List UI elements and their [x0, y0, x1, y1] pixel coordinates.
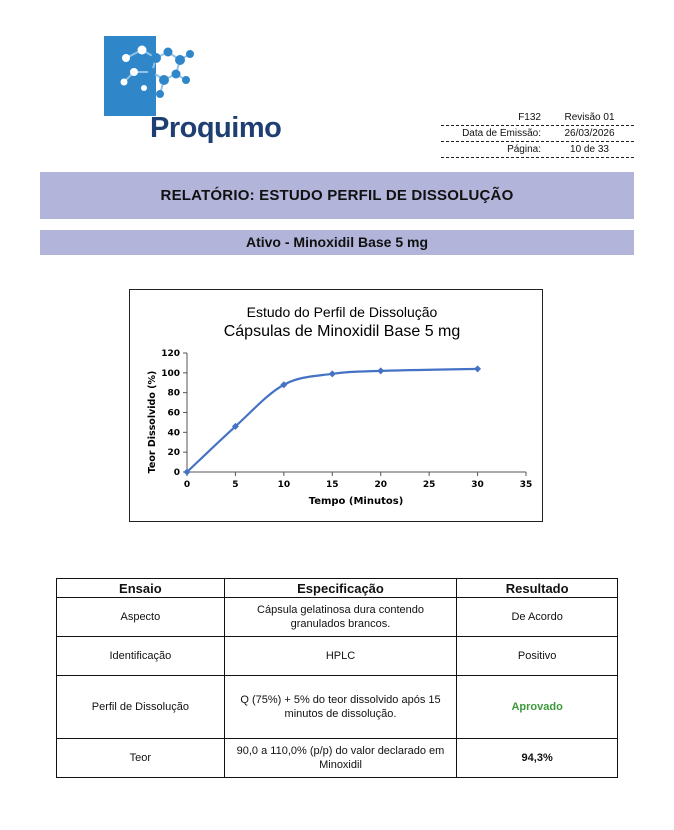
x-tick-label: 5 — [232, 480, 239, 490]
table-header-row — [57, 579, 618, 598]
table-row — [57, 739, 618, 778]
cell-result: 94,3% — [457, 739, 618, 778]
document-info — [441, 110, 634, 158]
doc-info-row-emission — [441, 126, 634, 142]
page-label: Página: — [507, 144, 541, 155]
cell-ensaio: Teor — [57, 739, 225, 778]
chart-xlabel: Tempo (Minutos) — [308, 496, 404, 507]
x-tick-label: 10 — [277, 480, 291, 490]
emission-label: Data de Emissão: — [462, 128, 541, 139]
cell-result: De Acordo — [457, 598, 618, 637]
series-line — [187, 369, 478, 472]
emission-date: 26/03/2026 — [564, 128, 615, 139]
cell-result: Positivo — [457, 637, 618, 676]
cell-spec: Cápsula gelatinosa dura contendo granulados brancos. — [224, 598, 457, 637]
data-point — [377, 367, 384, 374]
x-tick-label: 30 — [471, 480, 484, 490]
doc-info-row-form — [441, 110, 634, 126]
cell-spec: 90,0 a 110,0% (p/p) do valor declarado em Minoxidil — [224, 739, 457, 778]
table-row — [57, 598, 618, 637]
data-point — [329, 370, 336, 377]
table-row — [57, 676, 618, 739]
molecule-logo-icon — [104, 36, 264, 116]
header-especificacao: Especificação — [224, 579, 457, 598]
y-tick-label: 20 — [167, 448, 180, 459]
revision: Revisão 01 — [564, 112, 615, 123]
x-tick-label: 15 — [326, 480, 339, 490]
data-point — [474, 365, 481, 372]
x-tick-label: 0 — [183, 480, 191, 490]
table-row — [57, 637, 618, 676]
header-resultado: Resultado — [457, 579, 618, 598]
company-name: Proquimo — [150, 112, 282, 144]
x-tick-label: 20 — [374, 480, 387, 490]
y-tick-label: 80 — [167, 388, 180, 399]
cell-spec: Q (75%) + 5% do teor dissolvido após 15 minutos de dissolução. — [224, 676, 457, 739]
report-subtitle: Ativo - Minoxidil Base 5 mg — [40, 230, 634, 255]
cell-spec: HPLC — [224, 637, 457, 676]
chart-svg — [130, 290, 542, 521]
header-ensaio: Ensaio — [57, 579, 225, 598]
y-tick-label: 60 — [167, 408, 180, 419]
report-title: RELATÓRIO: ESTUDO PERFIL DE DISSOLUÇÃO — [40, 172, 634, 219]
cell-result-approved: Aprovado — [457, 676, 618, 739]
chart-ylabel: Teor Dissolvido (%) — [147, 370, 158, 474]
x-tick-label: 35 — [519, 480, 533, 490]
form-code: F132 — [518, 112, 541, 123]
chart-title: Estudo do Perfil de Dissolução — [246, 304, 438, 320]
y-tick-label: 0 — [173, 468, 180, 478]
doc-info-row-page — [441, 142, 634, 158]
y-tick-label: 120 — [161, 349, 180, 359]
cell-ensaio: Perfil de Dissolução — [57, 676, 225, 739]
chart-subtitle: Cápsulas de Minoxidil Base 5 mg — [223, 323, 461, 340]
results-table — [56, 578, 618, 778]
cell-ensaio: Identificação — [57, 637, 225, 676]
page-value: 10 de 33 — [570, 144, 609, 155]
y-tick-label: 100 — [161, 368, 180, 379]
cell-ensaio: Aspecto — [57, 598, 225, 637]
y-tick-label: 40 — [167, 428, 180, 439]
dissolution-chart — [129, 289, 543, 522]
x-tick-label: 25 — [422, 480, 436, 490]
